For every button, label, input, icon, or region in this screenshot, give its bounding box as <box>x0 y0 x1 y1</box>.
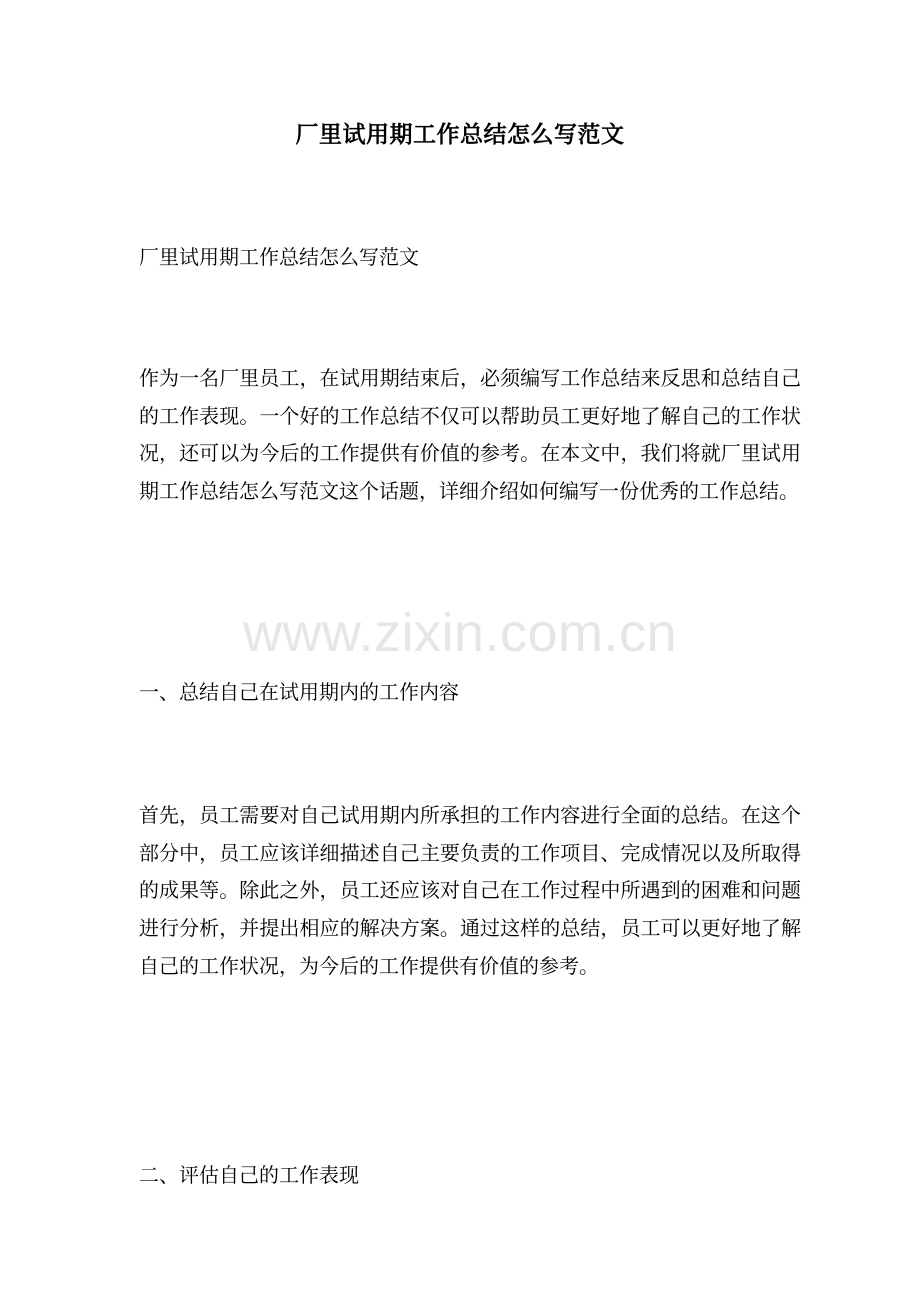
section-heading-1: 一、总结自己在试用期内的工作内容 <box>139 680 459 704</box>
section-1-paragraph: 首先，员工需要对自己试用期内所承担的工作内容进行全面的总结。在这个部分中，员工应该详细描述自己主要负责的工作项目、完成情况以及所取得的成果等。除此之外，员工还应该对自己在工作过程中所遇到的困难和问题进行分析，并提出相应的解决方案。通过这样的总结，员工可以更好地了解自己的工作状况，为今后的工作提供有价值的参考。 <box>139 803 801 978</box>
document-subtitle: 厂里试用期工作总结怎么写范文 <box>139 245 419 269</box>
watermark: www.zixin.com.cn <box>242 603 678 663</box>
intro-paragraph: 作为一名厂里员工，在试用期结束后，必须编写工作总结来反思和总结自己的工作表现。一个好的工作总结不仅可以帮助员工更好地了解自己的工作状况，还可以为今后的工作提供有价值的参考。在本文中，我们将就厂里试用期工作总结怎么写范文这个话题，详细介绍如何编写一份优秀的工作总结。 <box>139 366 801 504</box>
section-heading-2: 二、评估自己的工作表现 <box>139 1163 359 1187</box>
document-title: 厂里试用期工作总结怎么写范文 <box>295 121 625 148</box>
